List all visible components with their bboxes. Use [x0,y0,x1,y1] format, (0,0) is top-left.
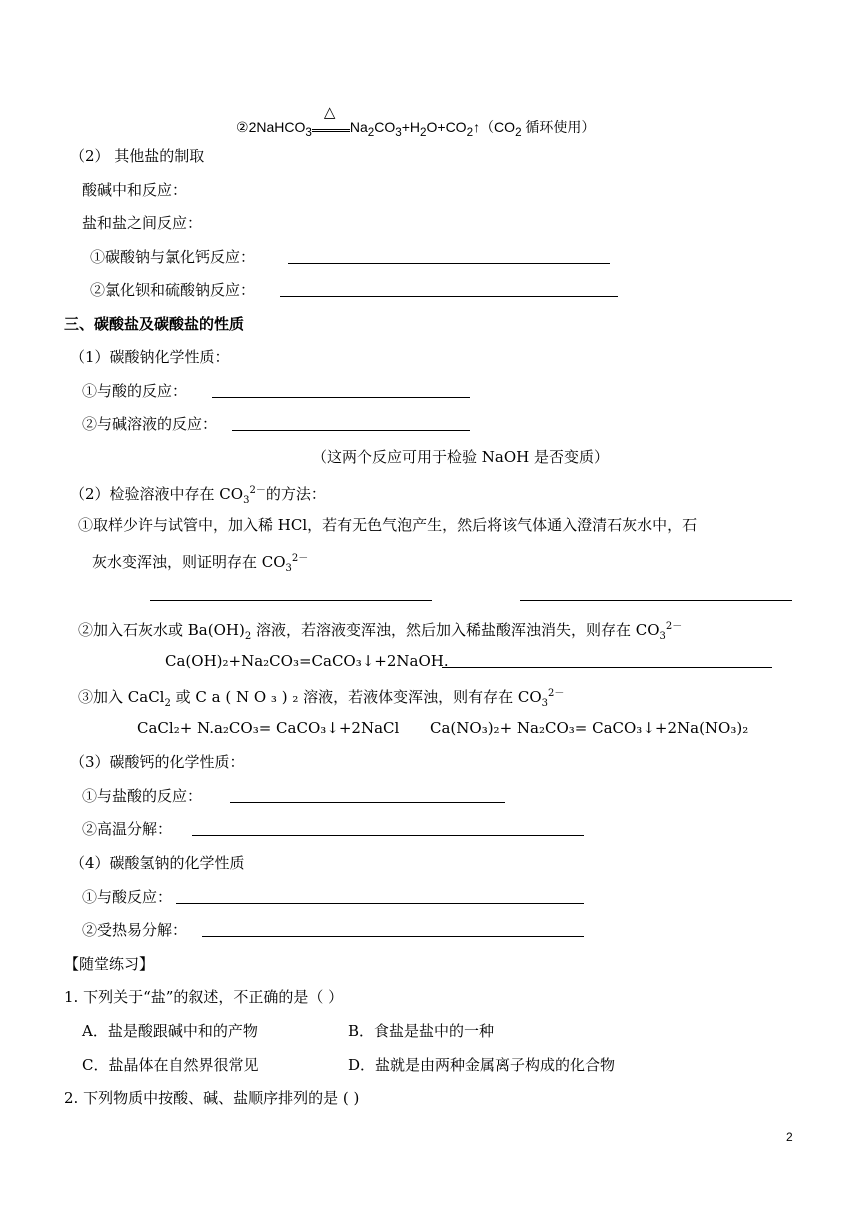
option-b[interactable]: B．食盐是盐中的一种 [348,1022,495,1040]
subscript: 3 [395,125,402,139]
reaction-num: ② [236,119,249,135]
base-reaction-label: ②与碱溶液的反应： [82,415,218,433]
decomposition-reaction [236,104,596,143]
answer-blank[interactable] [192,835,584,836]
acid-reaction-label: ①与酸的反应： [82,382,188,400]
decomposition-label: ②高温分解： [82,820,173,838]
acid-base-label: 酸碱中和反应： [82,181,188,199]
page-number: 2 [786,1130,793,1144]
sodium-carbonate-title: （1）碳酸钠化学性质： [70,348,230,366]
answer-blank[interactable] [442,667,772,668]
subscript: 3 [243,495,250,506]
product: Na [349,119,368,135]
subscript: 2 [164,698,171,709]
superscript: 2－ [665,621,683,632]
question-1: 1. 下列关于“盐”的叙述，不正确的是（ ） [64,988,344,1006]
subscript: 2 [244,631,252,642]
bicarb-heat-label: ②受热易分解： [82,921,188,939]
subscript: 3 [285,563,292,574]
method-1-line-2 [92,549,308,579]
answer-blank[interactable] [150,600,432,601]
hcl-reaction-label: ①与盐酸的反应： [82,787,203,805]
subscript: 2 [420,125,427,139]
bicarb-acid-label: ①与酸反应： [82,888,173,906]
text: ②加入石灰水或 Ba(OH) [78,621,245,639]
reaction-2-label: ②氯化钡和硫酸钠反应： [90,281,256,299]
subscript: 2 [367,125,375,139]
question-2: 2. 下列物质中按酸、碱、盐顺序排列的是 ( ) [64,1089,360,1107]
subscript: 3 [541,698,549,709]
option-d[interactable]: D．盐就是由两种金属离子构成的化合物 [348,1056,616,1074]
method-3-equation-1: CaCl₂+ N.a₂CO₃= CaCO₃↓+2NaCl [137,719,400,737]
superscript: 2－ [249,485,266,496]
method-2-line [78,617,682,647]
option-c[interactable]: C．盐晶体在自然界很常见 [82,1056,259,1074]
text: 溶液，若溶液变浑浊，然后加入稀盐酸浑浊消失，则存在 CO [251,621,660,639]
subscript: 3 [305,125,312,139]
section-2-title: （2） 其他盐的制取 [70,147,205,165]
bicarbonate-title: （4）碳酸氢钠的化学性质 [70,854,245,872]
product: O+CO [426,119,467,135]
section-3-heading: 三、碳酸盐及碳酸盐的性质 [64,315,245,333]
answer-blank[interactable] [232,430,470,431]
note: （CO [480,119,516,135]
text: 灰水变浑浊，则证明存在 CO [92,553,286,571]
text: （2）检验溶液中存在 CO [70,485,244,503]
answer-blank[interactable] [176,903,584,904]
note: 循环使用） [521,119,596,135]
text: 的方法： [265,485,326,503]
option-a[interactable]: A．盐是酸跟碱中和的产物 [82,1022,258,1040]
subscript: 3 [659,631,666,642]
heat-condition [312,104,350,137]
carbonate-test-title [70,481,326,511]
method-1-line-1: ①取样少许与试管中，加入稀 HCl，若有无色气泡产生，然后将该气体通入澄清石灰水中，石 [78,516,698,534]
answer-blank[interactable] [288,263,610,264]
text: 或 C a ( N O ₃ ) ₂ 溶液，若液体变浑浊，则有存在 CO [170,688,542,706]
method-3-line [78,684,564,714]
triangle-symbol: △ [323,104,336,121]
product: CO [374,119,396,135]
subscript: 2 [466,125,474,139]
text: ③加入 CaCl [78,688,165,706]
answer-blank[interactable] [280,296,618,297]
reaction-1-label: ①碳酸钠与氯化钙反应： [90,248,256,266]
superscript: 2－ [291,553,309,564]
superscript: 2－ [548,688,565,699]
naoh-note: （这两个反应可用于检验 NaOH 是否变质） [312,448,609,466]
answer-blank[interactable] [202,936,584,937]
method-2-equation: Ca(OH)₂+Na₂CO₃=CaCO₃↓+2NaOH. [165,652,449,670]
subscript: 2 [515,125,522,139]
gas-arrow: ↑ [473,119,481,135]
reactant: 2NaHCO [248,119,306,135]
product: +H [401,119,421,135]
method-3-equation-2: Ca(NO₃)₂+ Na₂CO₃= CaCO₃↓+2Na(NO₃)₂ [430,719,749,737]
salt-salt-label: 盐和盐之间反应： [82,214,203,232]
practice-heading: 【随堂练习】 [64,955,155,973]
calcium-carbonate-title: （3）碳酸钙的化学性质： [70,753,245,771]
answer-blank[interactable] [212,397,470,398]
answer-blank[interactable] [230,802,505,803]
answer-blank[interactable] [520,600,792,601]
